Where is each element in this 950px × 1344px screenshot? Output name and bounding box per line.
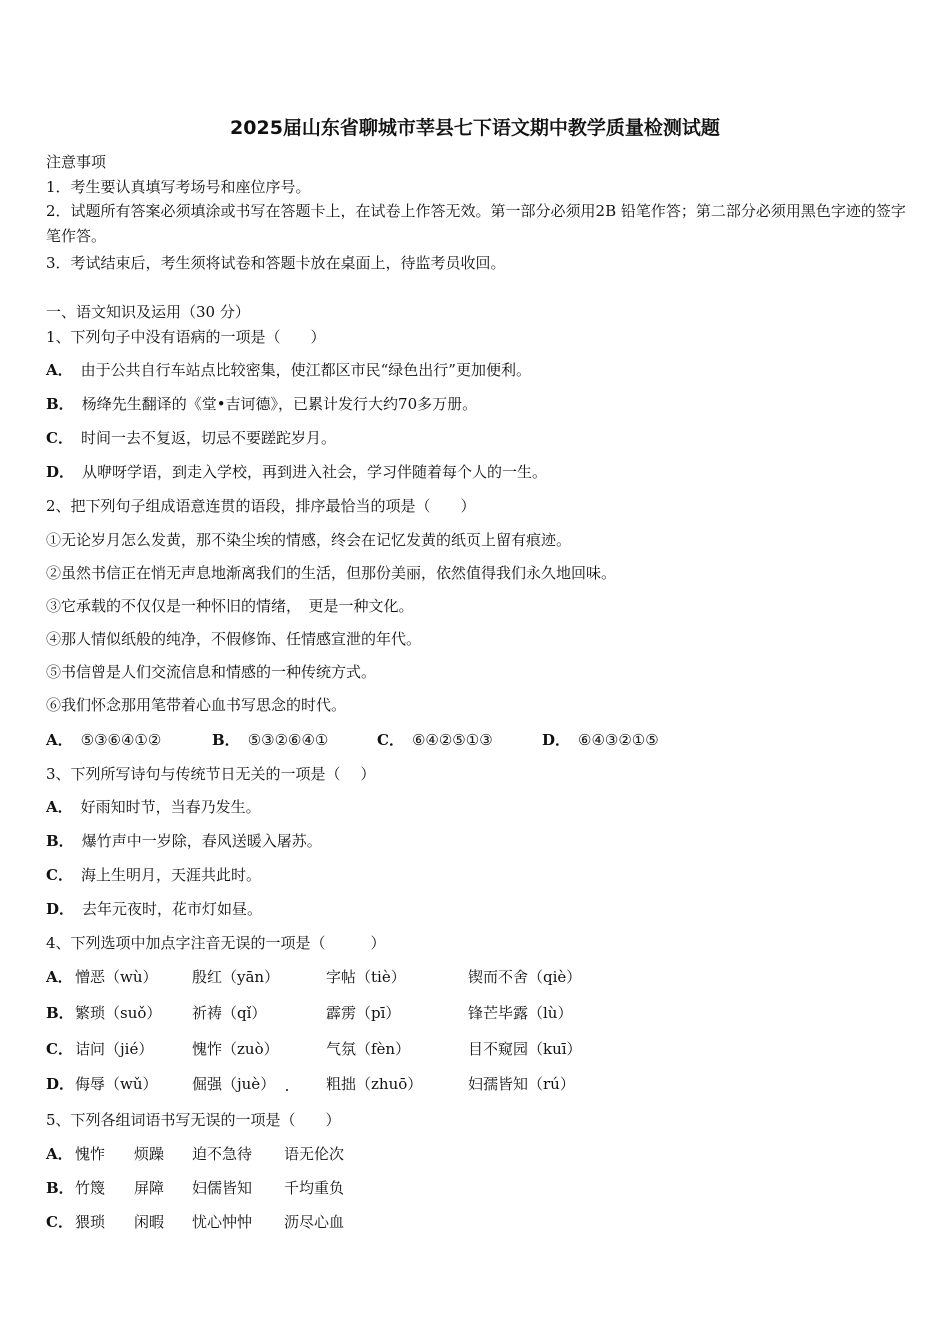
answer-option[interactable] bbox=[46, 967, 906, 987]
answer-option[interactable] bbox=[46, 360, 531, 380]
option-label: C． bbox=[46, 866, 73, 884]
question-stem: 4、下列选项中加点字注音无误的一项是（ ） bbox=[46, 934, 386, 952]
option-label: B． bbox=[46, 1179, 74, 1197]
page-title: 2025届山东省聊城市莘县七下语文期中教学质量检测试题 bbox=[230, 117, 720, 139]
option-label: C． bbox=[377, 731, 404, 749]
option-label: D． bbox=[46, 1075, 75, 1093]
answer-option[interactable] bbox=[46, 1074, 906, 1094]
option-text: 时间一去不复返，切忌不要蹉跎岁月。 bbox=[80, 429, 336, 447]
sentence-item: ②虽然书信正在悄无声息地渐离我们的生活，但那份美丽，依然值得我们永久地回味。 bbox=[46, 564, 617, 582]
option-text: 好雨知时节，当春乃发生。 bbox=[80, 798, 261, 816]
option-label: D． bbox=[46, 463, 75, 481]
option-label: C． bbox=[46, 1040, 73, 1058]
answer-option[interactable] bbox=[46, 1039, 906, 1059]
pinyin-item: 侮辱（wǔ） bbox=[75, 1075, 158, 1093]
notice-item: 1．考生要认真填写考场号和座位序号。 bbox=[46, 178, 311, 196]
answer-option[interactable] bbox=[46, 428, 336, 448]
pinyin-item: 祈祷（qǐ） bbox=[192, 1004, 267, 1022]
answer-option[interactable] bbox=[46, 1144, 746, 1164]
pinyin-item: 繁琐（suǒ） bbox=[75, 1004, 162, 1022]
section-heading: 一、语文知识及运用（30 分） bbox=[46, 303, 250, 321]
pinyin-item: 气氛（fèn） bbox=[326, 1040, 411, 1058]
answer-option[interactable] bbox=[212, 730, 328, 750]
sentence-item: ④那人情似纸般的纯净，不假修饰、任情感宣泄的年代。 bbox=[46, 630, 422, 648]
option-text: 从咿呀学语，到走入学校，再到进入社会，学习伴随着每个人的一生。 bbox=[82, 463, 548, 481]
option-text: 去年元夜时，花市灯如昼。 bbox=[82, 900, 263, 918]
pinyin-item: 殷红（yān） bbox=[192, 968, 280, 986]
question-stem: 5、下列各组词语书写无误的一项是（ ） bbox=[46, 1111, 341, 1129]
answer-option[interactable] bbox=[46, 1212, 746, 1232]
option-text: ⑤③②⑥④① bbox=[247, 731, 329, 749]
pinyin-item: 锋芒毕露（lù） bbox=[468, 1004, 573, 1022]
answer-option[interactable] bbox=[46, 899, 262, 919]
option-text: 杨绛先生翻译的《堂•吉诃德》，已累计发行大约70多万册。 bbox=[81, 395, 478, 413]
answer-option[interactable] bbox=[46, 730, 161, 750]
answer-option[interactable] bbox=[46, 831, 322, 851]
word-item: 迫不急待 bbox=[192, 1145, 253, 1163]
sentence-item: ⑥我们怀念那用笔带着心血书写思念的时代。 bbox=[46, 696, 347, 714]
option-text: 爆竹声中一岁除，春风送暖入屠苏。 bbox=[81, 832, 322, 850]
word-item: 妇儒皆知 bbox=[192, 1179, 253, 1197]
option-text: ⑥④②⑤①③ bbox=[411, 731, 493, 749]
word-item: 闲暇 bbox=[134, 1213, 165, 1231]
pinyin-item: 憎恶（wù） bbox=[75, 968, 158, 986]
pinyin-item: 霹雳（pī） bbox=[326, 1004, 401, 1022]
notice-item: 3．考试结束后，考生须将试卷和答题卡放在桌面上，待监考员收回。 bbox=[46, 254, 506, 272]
pinyin-item: 字帖（tiè） bbox=[326, 968, 406, 986]
option-label: B． bbox=[46, 832, 74, 850]
option-label: B． bbox=[46, 395, 74, 413]
option-label: C． bbox=[46, 1213, 73, 1231]
option-text: ⑥④③②①⑤ bbox=[578, 731, 659, 749]
pinyin-item: 目不窥园（kuī） bbox=[468, 1040, 582, 1058]
notice-heading: 注意事项 bbox=[46, 153, 107, 171]
notice-item: 2．试题所有答案必须填涂或书写在答题卡上，在试卷上作答无效。第一部分必须用2B 铅笔作答；第二部分必须用黑色字迹的签字笔作答。 bbox=[46, 202, 906, 245]
option-label: A． bbox=[46, 361, 73, 379]
word-item: 屏障 bbox=[134, 1179, 165, 1197]
option-label: D． bbox=[46, 900, 75, 918]
pinyin-item: 诘问（jié） bbox=[75, 1040, 154, 1058]
pinyin-item: 倔强（juè） bbox=[192, 1075, 276, 1093]
question-stem: 3、下列所写诗句与传统节日无关的一项是（ ） bbox=[46, 765, 376, 783]
word-item: 竹篾 bbox=[75, 1179, 106, 1197]
word-item: 语无伦次 bbox=[284, 1145, 345, 1163]
answer-option[interactable] bbox=[46, 394, 477, 414]
pinyin-item: 锲而不舍（qiè） bbox=[468, 968, 582, 986]
answer-option[interactable] bbox=[46, 1003, 906, 1023]
answer-option[interactable] bbox=[46, 1178, 746, 1198]
answer-option[interactable] bbox=[46, 797, 261, 817]
option-label: D． bbox=[542, 731, 571, 749]
word-item: 猥琐 bbox=[75, 1213, 106, 1231]
option-text: 由于公共自行车站点比较密集，使江都区市民“绿色出行”更加便利。 bbox=[80, 361, 531, 379]
sentence-item: ③它承载的不仅仅是一种怀旧的情绪， 更是一种文化。 bbox=[46, 597, 414, 615]
answer-option[interactable] bbox=[46, 462, 547, 482]
word-item: 千均重负 bbox=[284, 1179, 345, 1197]
word-item: 烦躁 bbox=[134, 1145, 165, 1163]
option-label: A． bbox=[46, 731, 73, 749]
option-label: C． bbox=[46, 429, 73, 447]
answer-option[interactable] bbox=[46, 865, 261, 885]
option-label: A． bbox=[46, 1145, 73, 1163]
option-label: B． bbox=[212, 731, 240, 749]
pinyin-item: 愧怍（zuò） bbox=[192, 1040, 279, 1058]
option-text: 海上生明月，天涯共此时。 bbox=[80, 866, 261, 884]
answer-option[interactable] bbox=[377, 730, 493, 750]
question-stem: 1、下列句子中没有语病的一项是（ ） bbox=[46, 328, 326, 346]
emphasis-dot bbox=[286, 1089, 288, 1091]
word-item: 沥尽心血 bbox=[284, 1213, 345, 1231]
question-stem: 2、把下列句子组成语意连贯的语段，排序最恰当的项是（ ） bbox=[46, 497, 476, 515]
option-label: B． bbox=[46, 1004, 74, 1022]
option-label: A． bbox=[46, 798, 73, 816]
pinyin-item: 粗拙（zhuō） bbox=[326, 1075, 423, 1093]
sentence-item: ⑤书信曾是人们交流信息和情感的一种传统方式。 bbox=[46, 663, 377, 681]
options-row bbox=[46, 730, 746, 750]
option-label: A． bbox=[46, 968, 73, 986]
answer-option[interactable] bbox=[542, 730, 659, 750]
pinyin-item: 妇孺皆知（rú） bbox=[468, 1075, 575, 1093]
word-item: 愧怍 bbox=[75, 1145, 106, 1163]
word-item: 忧心忡忡 bbox=[192, 1213, 253, 1231]
option-text: ⑤③⑥④①② bbox=[80, 731, 162, 749]
sentence-item: ①无论岁月怎么发黄，那不染尘埃的情感，终会在记忆发黄的纸页上留有痕迹。 bbox=[46, 531, 572, 549]
